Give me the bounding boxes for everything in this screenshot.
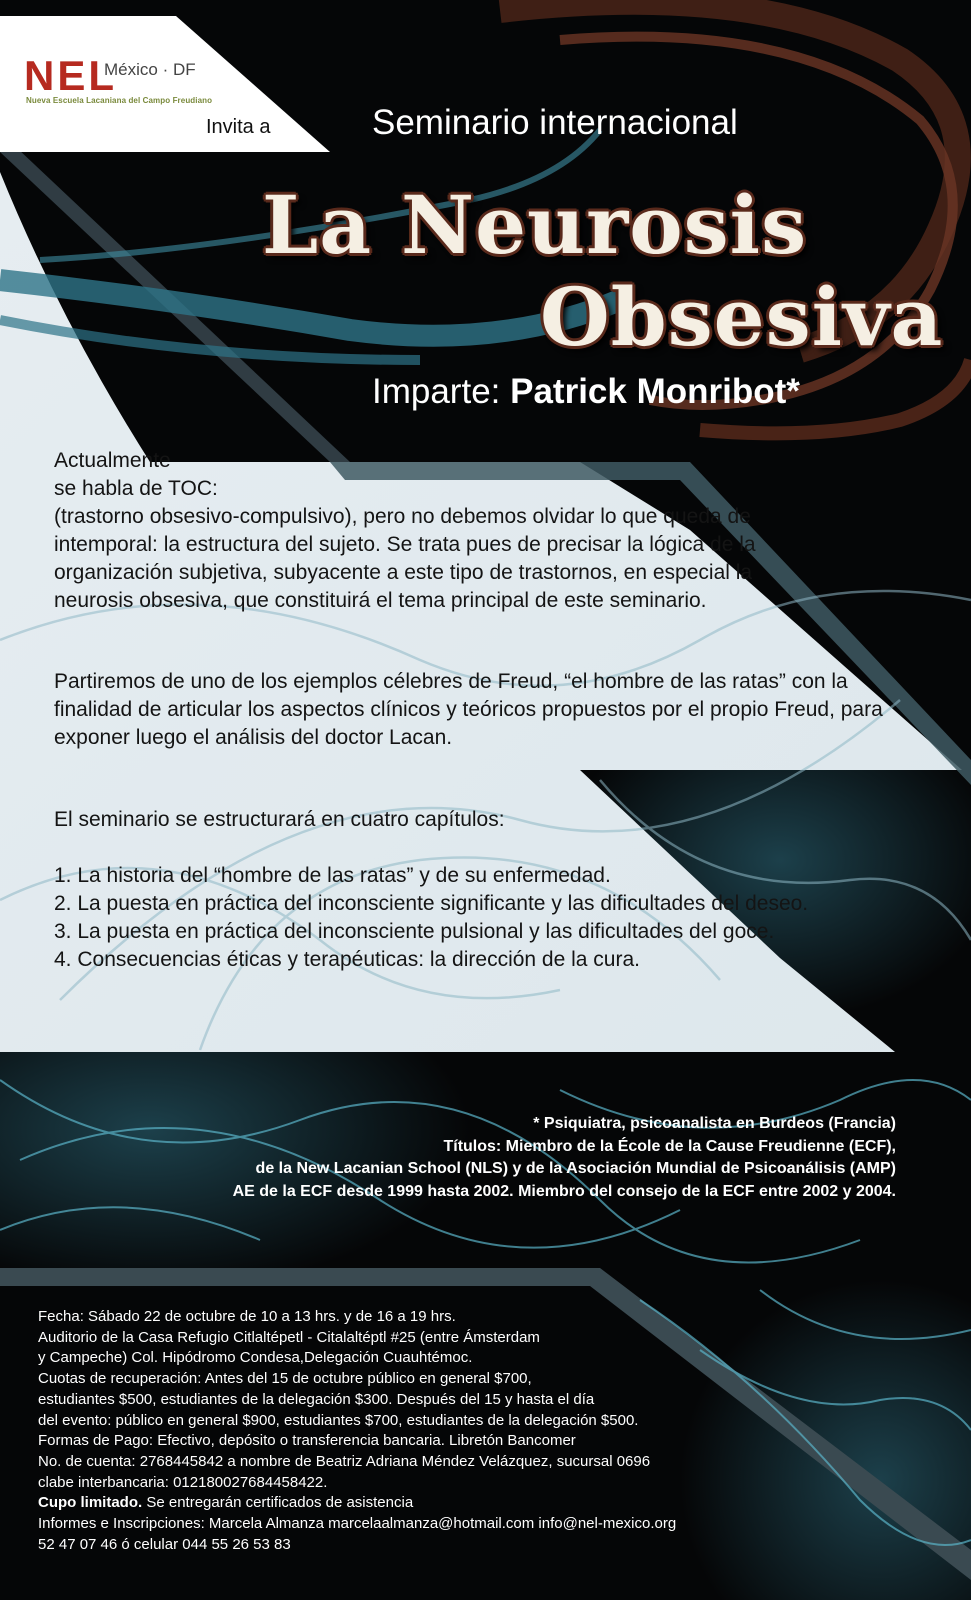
info-venue-2: y Campeche) Col. Hipódromo Condesa,Delegación Cuauhtémoc. — [38, 1349, 473, 1367]
chapter-item: 1. La historia del “hombre de las ratas” y de su enfermedad. — [54, 864, 611, 887]
intro-line-1: Actualmente — [54, 449, 171, 472]
bio-line: Títulos: Miembro de la École de la Cause Freudienne (ECF), — [443, 1137, 896, 1155]
bio-line: * Psiquiatra, psicoanalista en Burdeos (Francia) — [533, 1115, 896, 1132]
info-fees-1: Cuotas de recuperación: Antes del 15 de octubre público en general $700, — [38, 1370, 532, 1388]
intro-paragraph — [54, 447, 774, 615]
seminar-kicker: Seminario internacional — [372, 103, 738, 142]
capacity-label: Cupo limitado. — [38, 1494, 143, 1512]
info-fees-3: del evento: público en general $900, estudiantes $700, estudiantes de la delegación $500. — [38, 1411, 639, 1429]
info-clabe: clabe interbancaria: 012180027684458422. — [38, 1473, 328, 1491]
capacity-text: Se entregarán certificados de asistencia — [142, 1494, 414, 1512]
logo-subtitle: Nueva Escuela Lacaniana del Campo Freudiano — [26, 96, 213, 105]
info-payment: Formas de Pago: Efectivo, depósito o transferencia bancaria. Libretón Bancomer — [38, 1432, 576, 1450]
invita-text: Invita a — [206, 116, 271, 138]
info-contact: Informes e Inscripciones: Marcela Almanza marcelaalmanza@hotmail.com info@nel-mexico.org — [38, 1515, 677, 1533]
title-line-1: La Neurosis — [262, 178, 808, 272]
event-info — [38, 1307, 918, 1555]
speaker-label: Imparte: — [372, 372, 501, 411]
title-line-2: Obsesiva — [540, 270, 944, 364]
chapter-list — [54, 862, 834, 974]
nel-logo — [0, 0, 330, 152]
logo-city-text: México · DF — [104, 60, 196, 79]
speaker-line — [372, 372, 800, 412]
info-capacity — [38, 1493, 918, 1514]
info-fees-2: estudiantes $500, estudiantes de la delegación $300. Después del 15 y hasta el día — [38, 1390, 595, 1408]
speaker-bio — [46, 1113, 896, 1203]
info-venue-1: Auditorio de la Casa Refugio Citlaltépetl - Citalaltéptl #25 (entre Ámsterdam — [38, 1328, 540, 1346]
chapter-item: 4. Consecuencias éticas y terapéuticas: la dirección de la cura. — [54, 948, 640, 971]
info-account: No. de cuenta: 2768445842 a nombre de Beatriz Adriana Méndez Velázquez, sucursal 0696 — [38, 1452, 651, 1470]
intro-line-2: se habla de TOC: — [54, 477, 218, 500]
bio-line: de la New Lacanian School (NLS) y de la Asociación Mundial de Psicoanálisis (AMP) — [255, 1160, 896, 1177]
intro-rest: (trastorno obsesivo-compulsivo), pero no debemos olvidar lo que queda de intemporal: la estructura del sujeto. Se trata pues de precisar la lógica de la organización subjetiva, subyacente a este tipo de trastornos, en especial la neurosis obsesiva, que constituirá el tema principal de este seminario. — [54, 505, 756, 612]
info-date: Fecha: Sábado 22 de octubre de 10 a 13 hrs. y de 16 a 19 hrs. — [38, 1308, 456, 1325]
chapter-item: 2. La puesta en práctica del inconsciente significante y las dificultades del deseo. — [54, 892, 809, 915]
bio-line: AE de la ECF desde 1999 hasta 2002. Miembro del consejo de la ECF entre 2002 y 2004. — [232, 1182, 896, 1200]
speaker-name: Patrick Monribot* — [510, 372, 800, 411]
paragraph-freud: Partiremos de uno de los ejemplos célebres de Freud, “el hombre de las ratas” con la finalidad de articular los aspectos clínicos y teóricos propuestos por el propio Freud, para exponer luego el análisis del doctor Lacan. — [54, 670, 883, 749]
logo-nel-text: NEL — [24, 52, 117, 99]
structure-intro: El seminario se estructurará en cuatro capítulos: — [54, 808, 505, 831]
info-phone: 52 47 07 46 ó celular 044 55 26 53 83 — [38, 1535, 291, 1553]
chapter-item: 3. La puesta en práctica del inconsciente pulsional y las dificultades del goce. — [54, 920, 775, 943]
